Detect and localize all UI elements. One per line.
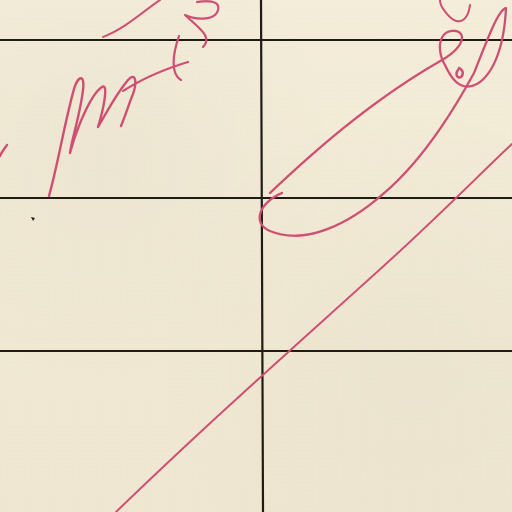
signature-loop	[260, 8, 506, 236]
handwriting-stroke-2	[49, 77, 135, 196]
handwriting-stroke-3	[123, 36, 188, 91]
handwriting-stroke-4	[185, 1, 218, 47]
handwriting-stroke-1	[103, 0, 160, 37]
signature-hook	[440, 0, 470, 21]
handwriting-stroke-5	[0, 145, 7, 156]
signature-long-stroke	[116, 144, 512, 512]
signature-dot	[457, 68, 463, 77]
